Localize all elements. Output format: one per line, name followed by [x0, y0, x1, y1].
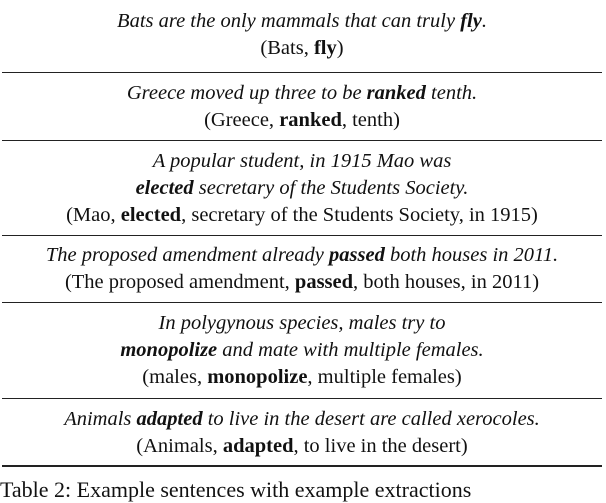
example-row-6	[2, 399, 602, 467]
example-row-3	[2, 141, 602, 236]
example-row-5	[2, 303, 602, 399]
table-caption: Table 2: Example sentences with example extractions	[0, 477, 472, 502]
example-extraction: (The proposed amendment, passed, both houses, in 2011)	[64, 271, 540, 293]
example-sentence-line: monopolize and mate with multiple females.	[120, 339, 484, 361]
example-sentence: Greece moved up three to be ranked tenth.	[126, 82, 478, 104]
example-extraction: (Greece, ranked, tenth)	[204, 109, 400, 131]
example-sentence-line: A popular student, in 1915 Mao was	[152, 150, 452, 172]
example-extraction: (Bats, fly)	[260, 37, 344, 59]
example-extraction: (males, monopolize, multiple females)	[142, 366, 462, 388]
example-extraction: (Animals, adapted, to live in the desert)	[136, 435, 468, 457]
example-sentence: Bats are the only mammals that can truly fly.	[117, 10, 487, 32]
example-sentence: The proposed amendment already passed both houses in 2011.	[45, 244, 559, 266]
example-extraction: (Mao, elected, secretary of the Students Society, in 1915)	[66, 204, 538, 226]
example-sentence: Animals adapted to live in the desert are called xerocoles.	[64, 408, 540, 430]
example-row-2	[2, 73, 602, 141]
example-row-4	[2, 236, 602, 303]
example-row-1	[2, 0, 602, 73]
examples-table	[2, 0, 602, 467]
example-sentence-line: In polygynous species, males try to	[158, 312, 446, 334]
example-sentence-line: elected secretary of the Students Society.	[135, 177, 469, 199]
